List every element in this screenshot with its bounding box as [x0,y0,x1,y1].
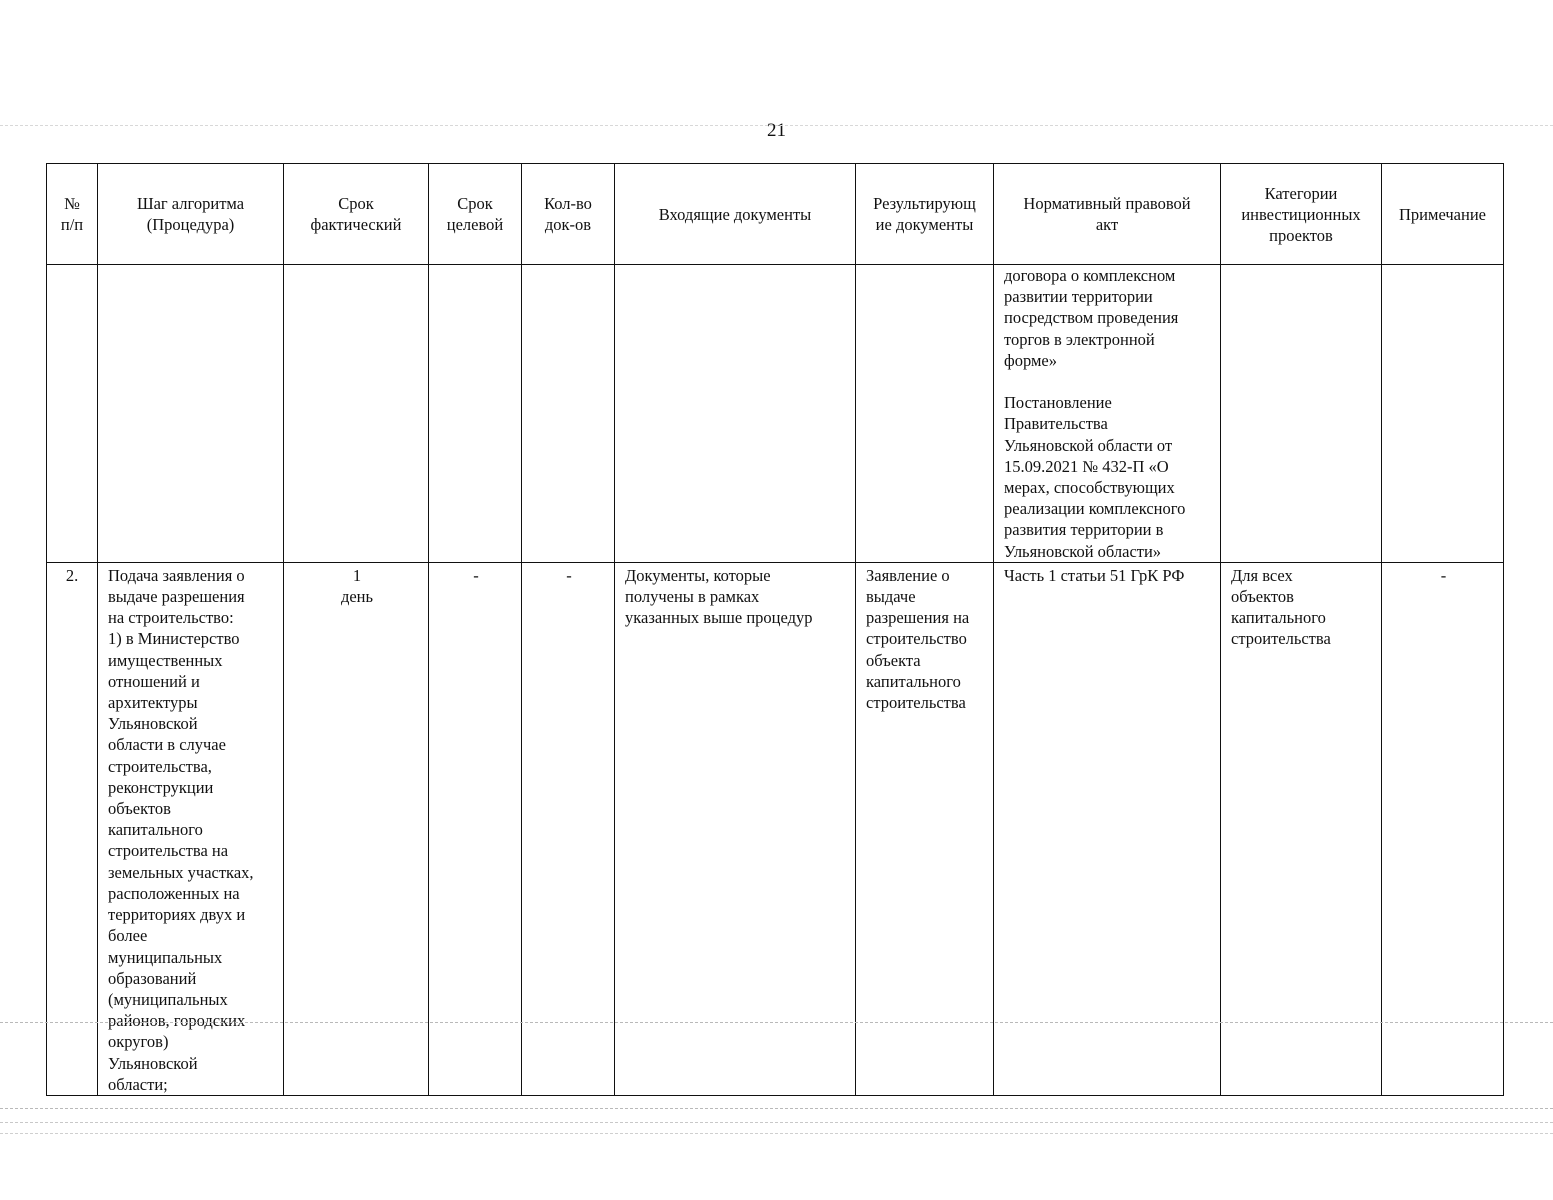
header-categories: Категории инвестиционных проектов [1221,164,1382,265]
table-row [47,265,1504,563]
cell-note [1382,265,1504,563]
cell-doc-count: - [522,562,615,1095]
scan-artifact-line [0,1122,1553,1123]
header-result-docs: Результирующ ие документы [856,164,994,265]
cell-categories [1221,265,1382,563]
header-doc-count: Кол-во док-ов [522,164,615,265]
cell-step [98,265,284,563]
cell-term-actual: 1 день [284,562,429,1095]
header-term-target: Срок целевой [429,164,522,265]
cell-term-target: - [429,562,522,1095]
cell-term-target [429,265,522,563]
scan-artifact-line [0,1133,1553,1134]
header-term-actual: Срок фактический [284,164,429,265]
cell-term-actual [284,265,429,563]
cell-step: Подача заявления о выдаче разрешения на строительство: 1) в Министерство имущественных отношений и архитектуры Ульяновской области в случае строительства, реконструкции объектов капитального строительства на земельных участках, расположенных на территориях двух и более муниципальных образований (муниципальных районов, городских округов) Ульяновской области; [98,562,284,1095]
cell-number [47,265,98,563]
cell-result-docs: Заявление о выдаче разрешения на строительство объекта капитального строительства [856,562,994,1095]
cell-number: 2. [47,562,98,1095]
scan-artifact-line [0,1108,1553,1109]
cell-legal-act: договора о комплексном развитии территории посредством проведения торгов в электронной форме» Постановление Правительства Ульяновской области от 15.09.2021 № 432-П «О мерах, способствующих реализации комплексного развития территории в Ульяновской области» [994,265,1221,563]
page-number: 21 [767,120,786,141]
scan-artifact-line [0,1022,1553,1023]
scan-artifact-line [0,125,1553,126]
table-row [47,562,1504,1095]
header-note: Примечание [1382,164,1504,265]
cell-legal-act: Часть 1 статьи 51 ГрК РФ [994,562,1221,1095]
header-number: № п/п [47,164,98,265]
cell-doc-count [522,265,615,563]
cell-incoming-docs: Документы, которые получены в рамках указанных выше процедур [615,562,856,1095]
header-incoming-docs: Входящие документы [615,164,856,265]
cell-result-docs [856,265,994,563]
procedure-table [46,163,1504,1096]
cell-categories: Для всех объектов капитального строительства [1221,562,1382,1095]
header-step: Шаг алгоритма (Процедура) [98,164,284,265]
table-header-row [47,164,1504,265]
header-legal-act: Нормативный правовой акт [994,164,1221,265]
cell-note: - [1382,562,1504,1095]
cell-incoming-docs [615,265,856,563]
